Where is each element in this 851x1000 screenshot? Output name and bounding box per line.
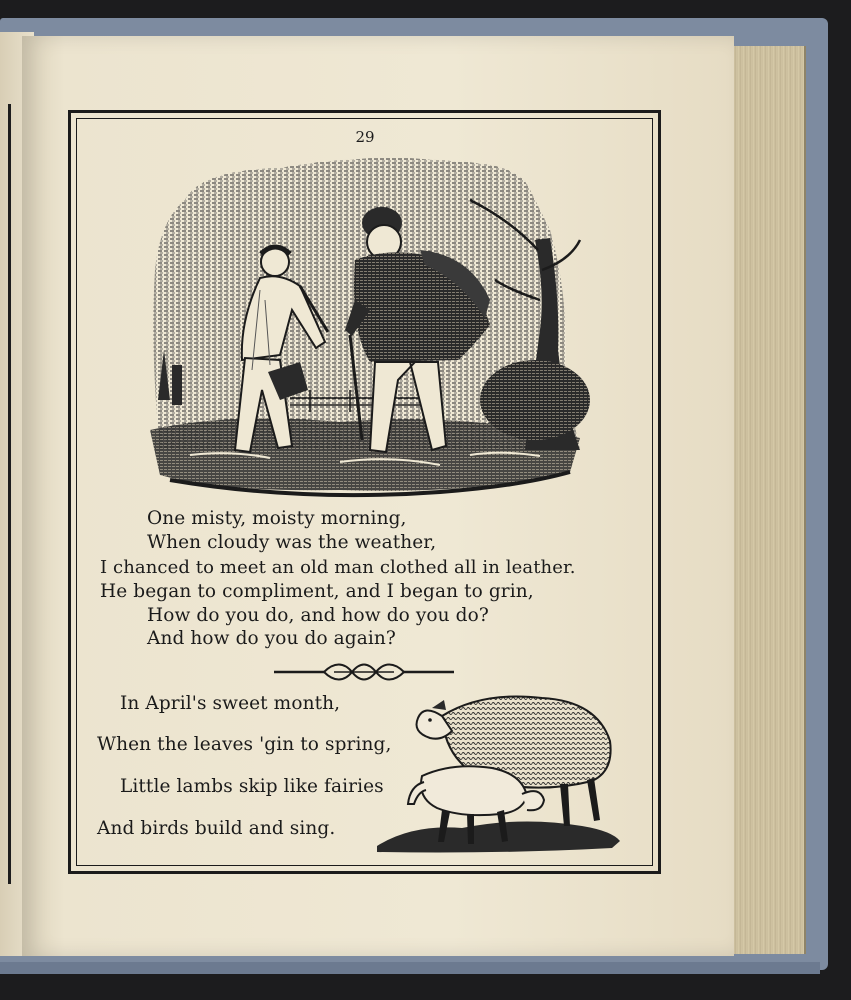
- previous-page-border: [0, 104, 11, 884]
- book-cover-bottom-edge: [0, 962, 820, 974]
- woodcut-illustration-men-icon: [140, 150, 590, 505]
- poem2-line-4: And birds build and sing.: [97, 818, 336, 839]
- poem1-line-5: How do you do, and how do you do?: [147, 605, 489, 626]
- poem1-line-3: I chanced to meet an old man clothed all in leather.: [100, 557, 576, 578]
- page-number: 29: [355, 128, 375, 146]
- woodcut-sheep-icon: [372, 686, 622, 854]
- poem1-line-2: When cloudy was the weather,: [147, 532, 437, 553]
- poem1-line-6: And how do you do again?: [147, 628, 396, 649]
- poem1-line-4: He began to compliment, and I began to grin,: [100, 581, 534, 602]
- poem1-line-1: One misty, moisty morning,: [147, 508, 407, 529]
- poem2-line-3: Little lambs skip like fairies: [120, 776, 384, 797]
- ornament-divider-icon: [274, 660, 454, 684]
- page-block-edge: [722, 46, 806, 954]
- poem2-line-1: In April's sweet month,: [120, 693, 341, 714]
- poem2-line-2: When the leaves 'gin to spring,: [97, 734, 392, 755]
